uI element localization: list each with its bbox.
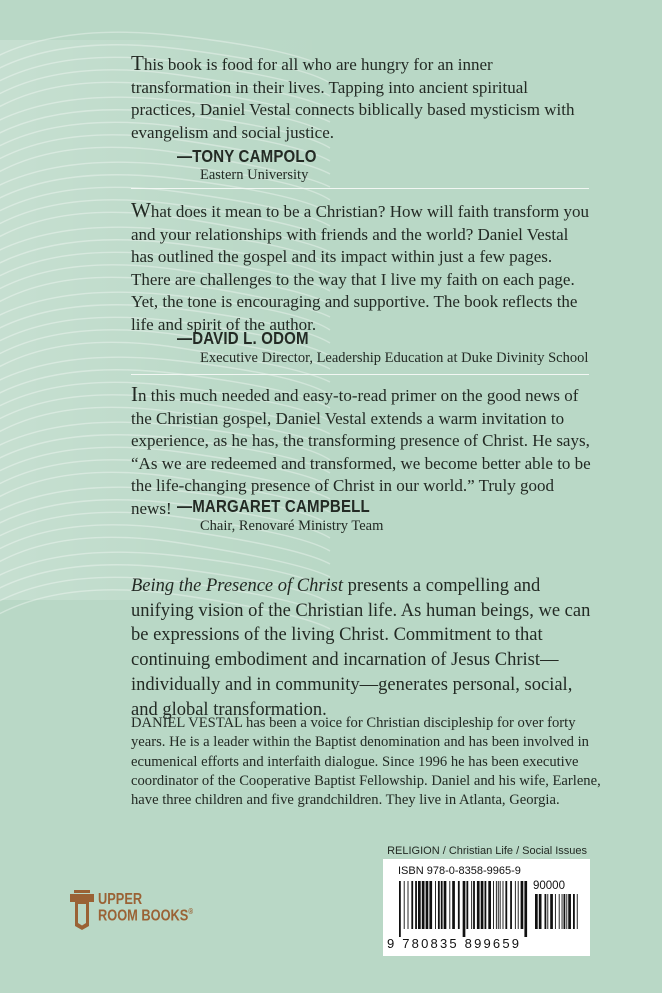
barcode-bar [566,894,567,929]
barcode-bar [515,881,516,929]
barcode-bar [466,881,468,929]
barcode-bar [510,881,512,929]
barcode-bar [573,894,575,929]
barcode-bar [458,881,460,929]
barcode-bar [449,881,450,929]
publisher-name-line-1: UPPER [98,891,143,908]
barcode-bar [463,881,466,937]
barcode-bar [404,881,405,929]
barcode-bar [503,881,504,929]
barcode-bar [415,881,417,929]
barcode-bar [562,894,563,929]
author-bio: DANIEL VESTAL has been a voice for Christian discipleship for over forty years. He is a leader within the Baptist denomination and has been involved in ecumenical efforts and interfaith dialogue. Since 1996 he has been executive coordinator of the Cooperative Baptist Fellowship. Daniel and his wife, Earlene, have three children and five grandchildren. They live in Atlanta, Georgia. [131,715,601,809]
divider-1 [131,188,589,189]
barcode-bar [411,881,413,929]
barcode-bar [505,881,507,929]
barcode-bar [399,881,401,937]
book-description-text: presents a compelling and unifying vision of the Christian life. As human beings, we can be expressions of the living Christ. Commitment to that continuing embodiment and incarnation of Jesus Christ—individually and in community—generates personal, social, and global transformation. [131,576,591,720]
price-code: 90000 [533,880,565,892]
quote-2-attribution-name: —DAVID L. ODOM [177,328,309,348]
barcode-bar [521,881,524,929]
quote-2-attribution-role: Executive Director, Leadership Education at Duke Divinity School [200,350,589,366]
barcode-bar [473,881,475,929]
barcode-bar [493,881,494,929]
book-description [131,574,591,722]
quote-3-text: In this much needed and easy-to-read primer on the good news of the Christian gospel, Daniel Vestal extends a warm invitation to experience, as he has, the transforming presence of Christ. He says, “As we are redeemed and transformed, we become better able to be the life-changing presence of Christ in our world.” Truly good news! [131,382,591,518]
barcode-bar [555,894,556,929]
barcode-bar [559,894,560,929]
barcode-bar [500,881,501,929]
barcode-bar [452,881,455,929]
quote-1-text: This book is food for all who are hungry for an inner transformation in their lives. Tapping into ancient spiritual practices, Daniel Vestal connects biblically based mysticism with evangelism and social justice. [131,51,575,142]
category-label: RELIGION / Christian Life / Social Issues [387,845,587,857]
publisher-name-line-2: ROOM BOOKS® [98,907,194,925]
divider-2 [131,374,589,375]
barcode-bar [577,894,578,929]
ean-barcode [397,881,529,937]
quote-1-attribution-name: —TONY CAMPOLO [177,146,317,166]
quote-3-attribution-role: Chair, Renovaré Ministry Team [200,518,384,534]
barcode-bar [568,894,571,929]
barcode-bar [481,881,484,929]
barcode-bar [496,881,497,929]
barcode-bar [485,881,487,929]
barcode-bar [535,894,538,929]
isbn-text: ISBN 978-0-8358-9965-9 [398,865,521,877]
barcode-bar [441,881,443,929]
quote-1-attribution-role: Eastern University [200,167,309,183]
barcode-bar [477,881,480,929]
barcode-bar [435,881,436,929]
quote-2-text: What does it mean to be a Christian? How will faith transform you and your relationships with friends and the world? Daniel Vestal has outlined the gospel and its impact within just a few pages. There are challenges to the way that I live my faith on each page. Yet, the tone is encouraging and supportive. The book reflects the life and spirit of the author. [131,198,589,334]
barcode-bar [426,881,429,929]
barcode-bar [444,881,447,929]
barcode-bar [539,894,542,929]
barcode-bar [550,894,553,929]
barcode-bar [498,881,499,929]
barcode-bar [408,881,409,929]
barcode-bar [545,894,547,929]
barcode-bar [547,894,548,929]
barcode-bar [488,881,491,929]
addon-barcode [533,894,579,937]
ean-digits: 9 780835 899659 [387,936,522,951]
barcode-bar [429,881,432,929]
barcode-bar [524,881,527,937]
book-title-italic: Being the Presence of Christ [131,576,344,596]
barcode-bar [422,881,425,929]
barcode-box [383,859,590,956]
barcode-bar [418,881,421,929]
quote-3-attribution-name: —MARGARET CAMPBELL [177,496,370,516]
barcode-bar [471,881,472,929]
barcode-bar [518,881,519,929]
upper-room-door-icon [68,890,96,930]
barcode-bar [438,881,440,929]
barcode-bar [564,894,566,929]
